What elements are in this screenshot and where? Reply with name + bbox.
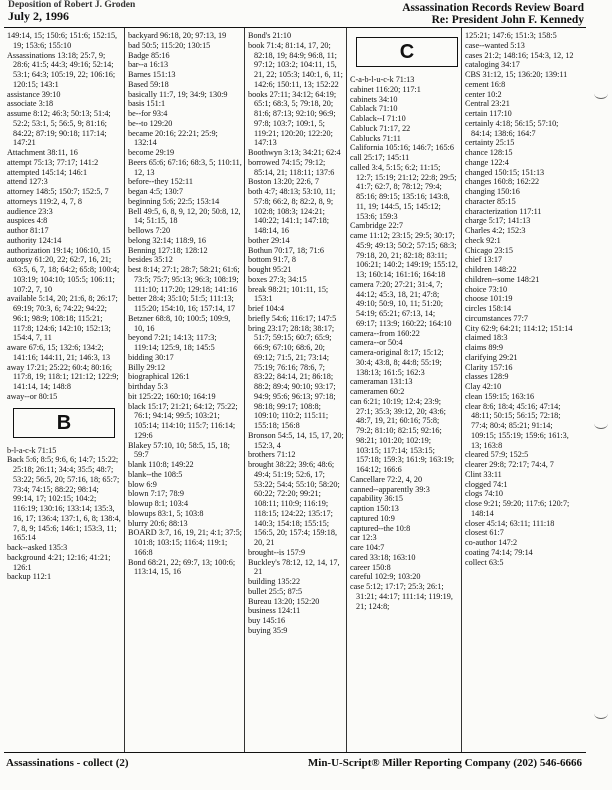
index-entry: attempted 145:14; 146:1 [7,167,88,177]
binder-hole-mark [594,418,608,429]
index-entry: Cablack 71:10 [350,104,398,114]
index-entry: Charles 4:2; 152:3 [465,226,526,235]
index-entry: brothers 71:12 [248,450,296,460]
index-entry: camera--from 160:22 [350,328,420,338]
index-entry: careful 102:9; 103:20 [350,572,421,582]
column-divider [461,28,462,752]
index-entry: blank 110:8; 149:22 [128,460,194,469]
index-entry: away 17:21; 25:22; 60:4; 80:16; 117:8, 19; 118:1; 121:12; 122:9; 141:14, 14; 148:8 [7,362,119,391]
index-entry: become 29:19 [128,148,175,157]
index-entry: brief 104:4 [248,304,285,313]
index-entry: canned--apparently 39:3 [350,484,430,494]
case-subject: Re: President John F. Kennedy [431,14,584,26]
index-entry: clean 159:15; 163:16 [465,391,535,401]
index-entry: Assassinations 13:18; 25:7, 9; 28:6; 41:5; 44:3; 49:16; 52:14; 53:1; 64:3; 105:19, 22; 106:16; 120:15; 143:1 [7,50,116,89]
index-entry: Blakey 57:10, 10; 58:5, 15, 18; 59:7 [128,440,230,460]
index-entry: break 98:21; 101:11, 15; 153:1 [248,284,329,304]
index-entry: backyard 96:18, 20; 97:13, 19 [128,31,227,40]
index-entry: clogs 74:10 [465,489,503,499]
index-entry: circumstances 77:7 [465,313,528,323]
index-entry: charge 5:17; 141:13 [465,216,531,226]
index-entry: captured--the 10:8 [350,523,411,533]
index-entry: bought 95:21 [248,265,292,274]
index-entry: changing 150:16 [465,187,520,196]
index-entry: Back 5:6; 8:5; 9:6, 6; 14:7; 15:22; 25:18; 26:11; 34:4; 35:5; 48:7; 53:22; 56:5, 20; 57:16, 18; 65:7; 73:4; 74:15; 88:22; 98:14; 99:14, 17; 102:15; 104:2; 116:19; 130:16; 133:14; 135:3, 16, 17; 136:4; 137:1, 6, 8; 138:4, 7, 8, 9; 145:6; 146:1; 153:3, 11; 165:14 [7,455,121,543]
index-entry: best 8:14; 27:1; 28:7; 58:21; 61:6; 73:5; 75:7; 95:13; 96:3; 108:19; 111:10; 117:20; 129:18; 141:16 [128,265,240,294]
index-entry: basically 11:7, 19; 34:9; 130:9 [128,89,228,99]
index-entry: be--for 93:4 [128,109,168,118]
index-entry: close 9:21; 59:20; 117:6; 120:7; 148:14 [465,499,570,518]
index-entry: cabinet 116:20; 117:1 [350,84,421,94]
index-entry: before--they 152:11 [128,177,193,187]
deposition-title: Deposition of Robert J. Groden [8,0,136,10]
index-entry: camera 7:20; 27:21; 31:4, 7; 44:12; 45:3, 18, 21; 47:8; 49:10; 50:9, 10, 11; 51:20; 54:19; 65:21; 67:13, 14; 69:17; 113:9; 160:22; 164:10 [350,279,452,328]
index-entry: Bond 68:21, 22; 69:7, 13; 100:6; 113:14, 15, 16 [128,557,236,577]
index-entry: clearer 29:8; 72:17; 74:4, 7 [465,460,554,469]
index-entry: Beers 65:6; 67:16; 68:3, 5; 110:11, 12, 13 [128,157,242,177]
index-entry: children 148:22 [465,265,517,274]
column-divider [346,28,347,752]
index-entry: bellows 7:20 [128,226,171,235]
index-entry: CBS 31:12, 15; 136:20; 139:11 [465,70,568,79]
index-entry: building 135:22 [248,577,301,586]
index-entry: Chicago 23:15 [465,245,513,255]
index-entry: basis 151:1 [128,99,166,109]
index-entry: assume 8:12; 46:3; 50:13; 51:4; 52:2; 53:1, 5; 56:5, 9; 81:16; 84:22; 87:19; 90:18; 117:14; 147:21 [7,109,111,148]
index-entry: career 150:8 [350,562,391,572]
index-entry: Bureau 13:20; 152:20 [248,596,320,606]
index-entry: 125:21; 147:6; 151:3; 158:5 [465,31,557,40]
index-entry: clogged 74:1 [465,479,508,489]
index-entry: blow 6:9 [128,479,157,489]
index-entry: cameraman 131:13 [350,377,413,387]
index-entry: Billy 29:12 [128,362,166,372]
index-entry: children--some 148:21 [465,274,540,284]
index-entry: California 105:16; 146:7; 165:6 [350,143,454,153]
index-entry: BOARD 3:7, 16, 19, 21; 4:1; 37:5; 101:8; 103:15; 116:4; 119:1; 166:8 [128,528,242,557]
index-entry: bottom 91:7, 8 [248,255,296,265]
index-entry: blurry 20:6; 88:13 [128,518,188,528]
index-entry: attorneys 119:2, 4, 7, 8 [7,196,82,206]
index-entry: bother 29:14 [248,235,290,245]
index-entry: cameramen 60:2 [350,387,405,396]
index-entry: City 62:9; 64:21; 114:12; 151:14 [465,323,573,333]
index-entry: Betzner 68:8, 10; 100:5; 109:9, 10, 16 [128,313,231,333]
index-entry: book 71:4; 81:14, 17, 20; 82:18, 19; 84:9; 96:8, 11; 97:12; 103:2; 104:11, 15, 21, 22; 105:3; 140:1, 6, 11; 142:6; 150:11, 13; 152:22 [248,40,343,89]
index-entry: caption 150:13 [350,504,399,513]
index-entry: capability 36:15 [350,494,403,504]
index-column-1 [7,31,121,582]
index-entry: Clint 33:11 [465,469,502,479]
index-entry: back--asked 135:3 [7,543,68,552]
index-column-2 [128,31,242,577]
index-column-4 [350,31,458,611]
index-entry: chief 13:17 [465,255,503,265]
index-entry: change 122:4 [465,157,509,167]
deposition-date: July 2, 1996 [8,9,70,23]
index-entry: Barnes 151:13 [128,70,176,79]
header-rule [4,27,586,28]
index-entry: classes 128:9 [465,372,509,382]
index-entry: became 20:16; 22:21; 25:9; 132:14 [128,128,218,148]
index-entry: Cambridge 22:7 [350,221,403,231]
index-entry: bit 125:22; 160:10; 164:19 [128,391,216,401]
index-entry: 149:14, 15; 150:6; 151:6; 152:15, 19; 153:6; 155:10 [7,31,118,50]
index-entry: Boston 13:20; 22:6, 7 [248,177,319,187]
index-entry: check 92:1 [465,235,501,245]
index-entry: cases 21:2; 148:16; 154:3, 12, 12 [465,50,574,60]
index-entry: changed 150:15; 151:13 [465,167,545,177]
index-entry: Boothwyn 3:13; 34:21; 62:4 [248,148,341,157]
index-entry: Clarity 157:16 [465,362,513,372]
index-entry: away--or 80:15 [7,391,58,401]
index-entry: case 5:12; 17:17; 25:3; 26:1; 31:21; 44:17; 111:14; 119:19, 21; 124:8; [350,582,453,611]
index-entry: backup 112:1 [7,572,52,582]
index-entry: be--to 129:20 [128,118,173,128]
index-entry: captured 10:9 [350,513,395,523]
index-entry: claims 89:9 [465,343,503,352]
index-entry: Cablucks 71:11 [350,133,401,143]
index-entry: biographical 126:1 [128,372,190,382]
index-entry: Bond's 21:10 [248,31,292,40]
index-entry: co-author 147:2 [465,538,518,547]
index-entry: buy 145:16 [248,616,286,625]
index-entry: camera-original 8:17; 15:12; 30:4; 43:8, 8; 44:8; 55:19; 138:13; 161:5; 162:3 [350,348,444,377]
binder-hole-mark [594,708,608,719]
index-entry: began 4:5; 130:7 [128,187,184,196]
index-entry: brought 38:22; 39:6; 48:6; 49:4; 51:19; 52:6, 17; 53:22; 54:4; 55:10; 58:20; 60:22; 72:20; 99:21; 108:11; 110:9; 116:19; 118:15; 124:22; 135:17; 140:3; 154:18; 155:15; 156:5, 20; 157:4; 159:18, 20, 21 [248,460,340,547]
index-entry: books 27:11; 34:12; 64:19; 65:1; 68:3, 5; 79:18, 20; 81:6; 87:13; 92:10; 96:9; 97:8; 103:7; 109:1, 5; 119:21; 120:20; 122:20; 147:13 [248,89,337,148]
index-entry: claimed 18:3 [465,333,508,343]
index-entry: attempt 75:13; 77:17; 141:2 [7,157,99,167]
index-entry: collect 63:5 [465,557,504,567]
index-entry: characterization 117:11 [465,206,542,216]
index-entry: authority 124:14 [7,235,62,245]
column-divider [244,28,245,752]
index-entry: buying 35:9 [248,625,288,635]
index-entry: came 11:12; 23:15; 29:5; 30:17; 45:9; 49:13; 50:2; 57:15; 68:3; 79:18, 20, 21; 82:18; 83:11; 106:21; 140:2; 149:19; 155:12, 13; 160:14; 161:16; 164:18 [350,231,458,279]
index-entry: both 4:7; 48:13; 53:10, 11; 57:8; 66:2, 8; 82:2, 8, 9; 102:8; 108:3; 124:21; 140:22; 141:1; 147:18; 148:14, 16 [248,187,336,235]
index-entry: attend 127:3 [7,177,48,187]
index-entry: clear 8:6; 18:4; 45:16; 47:14; 48:11; 50:15; 56:15; 72:18; 77:4; 80:4; 85:21; 91:14; 109:15; 155:19; 159:6; 161:3, 13; 163:8 [465,401,569,450]
index-entry: Central 23:21 [465,99,510,109]
index-entry: bidding 30:17 [128,352,174,362]
index-entry: car 12:3 [350,533,377,543]
index-entry: borrowed 74:15; 79:12; 85:14, 21; 118:11; 137:6 [248,157,335,177]
index-entry: Cancellare 72:2, 4, 20 [350,474,423,484]
index-entry: autopsy 61:20, 22; 62:7, 16, 21; 63:5, 6, 7, 18; 64:2; 65:8; 100:4; 103:19; 104:10; 105:5; 106:11; 107:2, 7, 10 [7,255,120,294]
index-entry: Based 59:18 [128,79,169,89]
index-entry: belong 32:14; 118:9, 16 [128,235,206,245]
index-entry: bar--a 16:13 [128,60,169,70]
index-entry: blank--the 108:5 [128,469,183,479]
index-entry: beyond 7:21; 14:13; 117:3; 119:14; 125:9, 18; 145:5 [128,333,217,352]
index-entry: care 104:7 [350,543,385,552]
index-entry: Cabluck 71:17, 22 [350,123,411,133]
index-entry: bring 23:17; 28:18; 38:17; 51:7; 59:15; 60:7; 65:9; 66:9; 67:10; 68:6, 20; 69:12; 71:5, 21; 73:14; 75:19; 76:16; 78:6, 7; 83:22; 84:14, 21; 86:18; 88:2; 89:4; 90:10; 93:17; 94:9; 95:6; 96:13; 97:18; 98:18; 99:17; 108:8; 109:10; 110:2; 115:11; 155:18; 156:8 [248,323,336,430]
index-entry: certainly 4:18; 56:15; 57:10; 84:14; 138:6; 164:7 [465,118,559,138]
index-entry: cabinets 34:10 [350,94,398,104]
index-entry: business 124:11 [248,606,301,616]
index-entry: background 4:21; 12:16; 41:21; 126:1 [7,552,111,572]
index-entry: camera--or 50:4 [350,338,403,348]
section-letter-box: B [13,408,115,438]
index-entry: Clay 42:10 [465,382,502,391]
index-entry: attorney 148:5; 150:7; 152:5, 7 [7,187,109,196]
index-entry: blowups 83:1, 5; 103:8 [128,508,204,518]
index-entry: blowup 8:1; 103:4 [128,499,189,508]
board-name: Assassination Records Review Board [402,2,584,14]
index-entry: center 10:2 [465,89,502,99]
index-entry: cared 33:18; 163:10 [350,552,416,562]
index-entry: Cablack--I 71:10 [350,114,406,123]
index-entry: changes 160:8; 162:22 [465,177,540,187]
index-entry: bullet 25:5; 87:5 [248,586,303,596]
index-entry: certain 117:10 [465,109,512,118]
index-entry: author 81:17 [7,226,49,235]
footer-page-label: Assassinations - collect (2) [6,757,129,769]
index-entry: authorization 19:14; 106:10, 15 [7,245,111,255]
index-entry: available 5:14, 20; 21:6, 8; 26:17; 69:19; 70:3, 6; 74:22; 94:22; 96:1; 98:9; 108:18; 115:21; 117:8; 124:6; 142:10; 152:13; 154:4, 7, 11 [7,294,118,343]
header-left [8,0,135,22]
header-right [402,2,584,26]
index-entry: brought--is 157:9 [248,547,306,557]
index-entry: circles 158:14 [465,304,512,313]
index-entry: auspices 4:8 [7,216,48,226]
index-entry: case--wanted 5:13 [465,40,525,50]
index-entry: Benning 127:18; 128:12 [128,245,208,255]
index-entry: beginning 5:6; 22:5; 153:14 [128,196,220,206]
index-column-3 [248,31,344,636]
index-entry: briefly 54:6; 116:17; 147:5 [248,313,337,323]
binder-hole-mark [594,88,608,99]
index-entry: cataloging 34:17 [465,60,520,70]
index-entry: called 3:4, 5:15; 6:2; 11:15; 12:7; 15:19; 21:12; 22:8; 29:5; 41:7; 62:7, 8; 78:12; 79:4; 85:16; 89:15; 135:16; 143:8, 11, 19; 144:5, 15; 145:12; 153:6; 159:3 [350,162,457,221]
index-entry: Buckley's 78:12, 12, 14, 17, 21 [248,557,340,577]
index-entry: bad 50:5; 115:20; 130:15 [128,40,211,50]
index-entry: closer 45:14; 63:11; 111:18 [465,518,555,528]
index-entry: blown 7:17; 78:9 [128,489,184,499]
section-letter-box: C [356,37,458,67]
index-entry: certainty 25:15 [465,138,515,148]
index-entry: black 15:17; 21:21; 64:12; 75:22; 76:1; 94:14; 99:5; 103:21; 105:14; 114:10; 115:7; 116:14; 129:6 [128,401,238,440]
index-entry: associate 3:18 [7,99,54,109]
index-entry: audience 23:3 [7,206,53,216]
footer-rule [4,752,586,753]
index-entry: call 25:17; 145:11 [350,153,410,162]
index-entry: boxes 27:3; 34:15 [248,274,307,284]
index-entry: besides 35:12 [128,255,173,265]
index-entry: assistance 39:10 [7,89,61,99]
column-divider [124,28,125,752]
index-entry: choose 101:19 [465,294,513,304]
index-entry: Attachment 38:11, 16 [7,148,78,157]
index-entry: C-a-b-l-u-c-k 71:13 [350,75,415,84]
index-entry: clarifying 29:21 [465,352,518,362]
index-entry: cement 16:8 [465,79,506,89]
index-entry: Badge 85:16 [128,50,170,60]
index-entry: choice 73:10 [465,284,508,294]
footer-publisher: Min-U-Script® Miller Reporting Company (202) 546-6666 [307,757,582,769]
index-entry: better 28:4; 35:10; 51:5; 111:13; 115:20; 154:10, 16; 157:14, 17 [128,294,236,313]
index-entry: closest 61:7 [465,528,504,538]
index-column-5 [465,31,577,567]
index-entry: Bothun 70:17, 18; 71:6 [248,245,324,255]
index-entry: chance 128:15 [465,148,513,157]
index-entry: character 85:15 [465,196,516,206]
index-entry: birthday 5:3 [128,382,168,391]
index-entry: Bell 49:5, 6, 8, 9, 12, 20; 50:8, 12, 14; 51:15, 18 [128,206,241,226]
index-entry: cleared 57:9; 152:5 [465,450,529,460]
index-entry: b-l-a-c-k 71:15 [7,445,57,455]
index-entry: aware 67:6, 15; 132:6; 134:2; 141:16; 144:11, 21; 146:3, 13 [7,343,111,362]
index-entry: coating 74:14; 79:14 [465,547,533,557]
index-entry: Bronson 54:5, 14, 15, 17, 20; 152:3, 4 [248,430,344,450]
index-entry: can 6:21; 10:19; 12:4; 23:9; 27:1; 35:3; 39:12, 20; 43:6; 48:7, 19, 21; 60:16; 75:8; 79:2; 81:10; 82:15; 92:16; 98:21; 101:20; 102:19; 103:15; 117:14; 153:15; 157:18; 159:3; 161:9; 163:19; 164:12; 166:6 [350,396,455,474]
